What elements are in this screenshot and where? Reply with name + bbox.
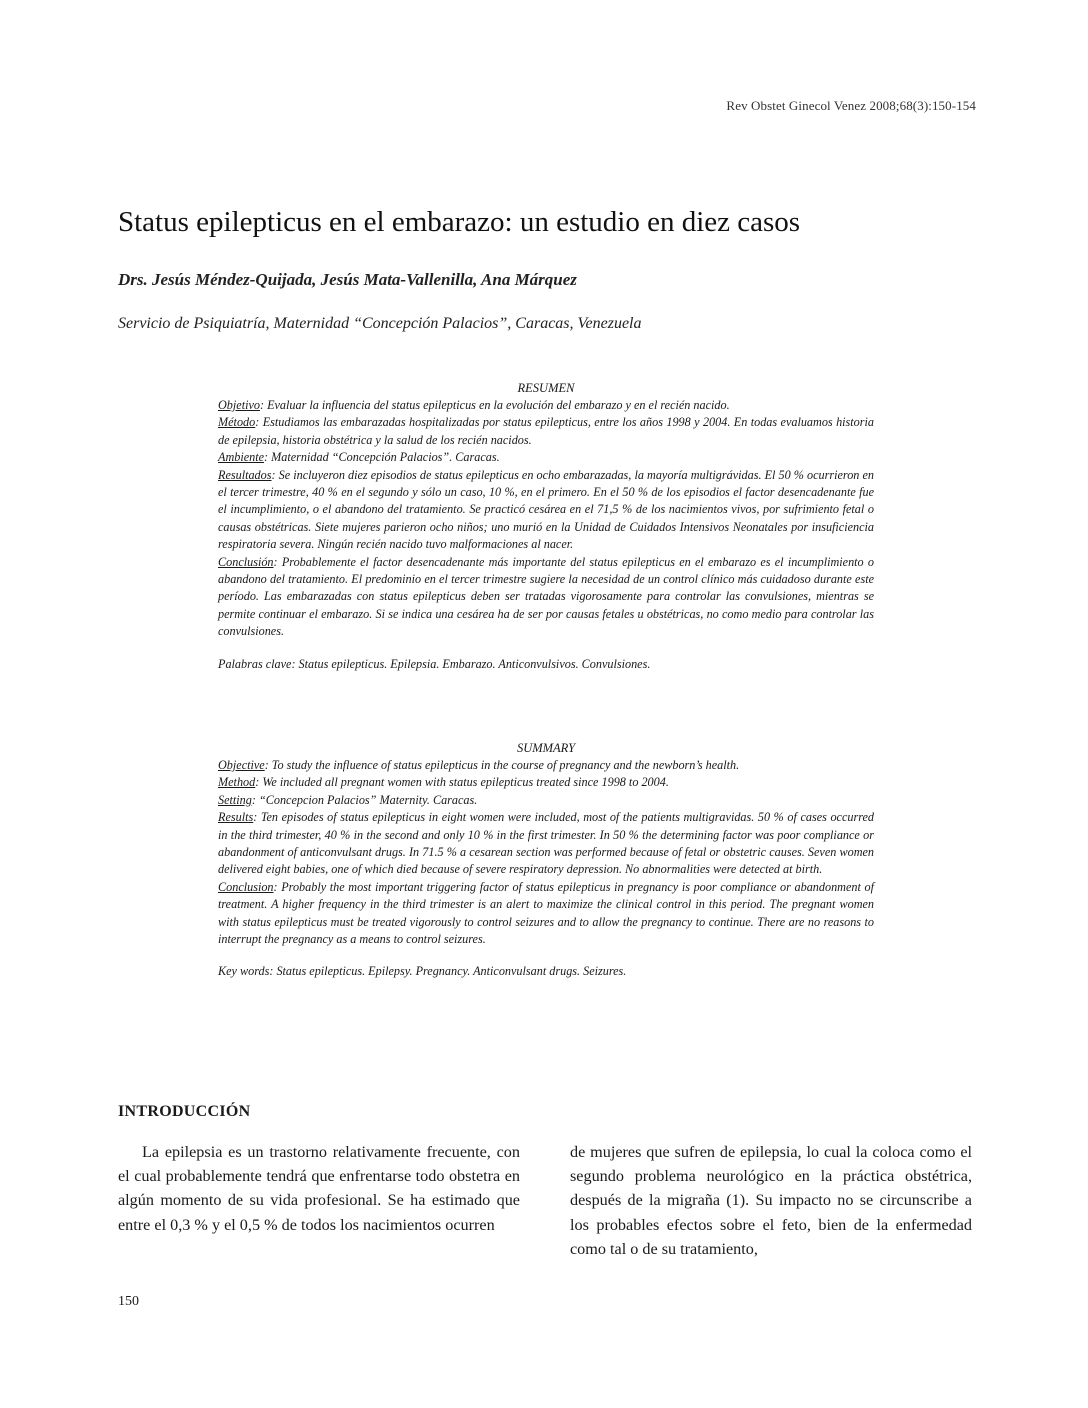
results-text: : Ten episodes of status epilepticus in eight women were included, most of the patients multigravidas. 50 % of cases occurred in the third trimester, 40 % in the second and only 10 % in the first trimester. In 50 % the determining factor was poor compliance or abandonment of anticonvulsant drugs. In 71.5 % a cesarean section was performed because of fetal or obstetric causes. Seven women delivered eight babies, one of which died because of severe respiratory depression. No abnormalities were detected at birth. — [218, 810, 874, 877]
intro-paragraph-right: de mujeres que sufren de epilepsia, lo cual la coloca como el segundo problema neurológico en la práctica obstétrica, después de la migraña (1). Su impacto no se circunscribe a los probables efectos sobre el feto, bien de la enfermedad como tal o de su tratamiento, — [570, 1143, 972, 1258]
setting-text: : “Concepcion Palacios” Maternity. Caracas. — [251, 792, 478, 807]
ambiente-text: : Maternidad “Concepción Palacios”. Caracas. — [264, 450, 500, 465]
results-label: Results — [218, 810, 254, 825]
resultados-text: : Se incluyeron diez episodios de status epilepticus en ocho embarazadas, la mayoría multigrávidas. El 50 % ocurrieron en el tercer trimestre, 40 % en el segundo y sólo un caso, 10 %, en el primero. En el 50 % de los episodios el factor desencadenante fue el incumplimiento, o el abandono del tratamiento. Se practicó cesárea en el 71,5 % de los nacimientos vivos, por sufrimiento fetal o causas obstétricas. Siete mujeres parieron ocho niños; uno murió en la Unidad de Cuidados Intensivos Neonatales por insuficiencia respiratoria severa. Ningún recién nacido tuvo malformaciones al nacer. — [218, 467, 874, 552]
resultados-label: Resultados — [218, 467, 272, 482]
method-text: : We included all pregnant women with status epilepticus treated since 1998 to 2004. — [255, 775, 669, 790]
resumen-resultados — [218, 467, 874, 554]
resumen-ambiente — [218, 449, 874, 466]
article-title: Status epilepticus en el embarazo: un estudio en diez casos — [118, 206, 801, 238]
resumen-heading: RESUMEN — [517, 381, 575, 395]
ambiente-label: Ambiente — [218, 450, 265, 465]
summary-abstract — [218, 740, 874, 981]
author-affiliation: Servicio de Psiquiatría, Maternidad “Concepción Palacios”, Caracas, Venezuela — [118, 315, 642, 332]
metodo-text: : Estudiamos las embarazadas hospitalizadas por status epilepticus, entre los años 1998 y 2004. En todas evaluamos historia de epilepsia, historia obstétrica y la salud de los recién nacidos. — [218, 415, 874, 447]
summary-method — [218, 774, 874, 791]
author-list: Drs. Jesús Méndez-Quijada, Jesús Mata-Vallenilla, Ana Márquez — [118, 270, 577, 289]
summary-heading: SUMMARY — [516, 741, 576, 755]
objective-label: Objective — [218, 758, 265, 772]
summary-setting — [218, 792, 874, 809]
setting-label: Setting — [218, 792, 252, 807]
method-label: Method — [218, 775, 256, 790]
conclusion-label-en: Conclusion — [218, 879, 274, 894]
metodo-label: Método — [218, 415, 256, 430]
summary-objective — [218, 757, 874, 774]
conclusion-text-en: : Probably the most important triggering factor of status epilepticus in pregnancy is poor compliance or abandonment of treatment. A higher frequency in the third trimester is an alert to maximize the clinical control in this period. The pregnant women with status epilepticus must be treated vigorously to control seizures and to allow the pregnancy to continue. There are no reasons to interrupt the pregnancy as a means to control seizures. — [218, 879, 874, 947]
body-column-left — [118, 1140, 520, 1237]
resumen-metodo — [218, 414, 874, 449]
summary-results — [218, 809, 874, 879]
conclusion-text: : Probablemente el factor desencadenante más importante del status epilepticus en el embarazo es el incumplimiento o abandono del tratamiento. El predominio en el tercer trimestre sugiere la necesidad de un control clínico más cuidadoso durante este período. Las embarazadas con status epilepticus deben ser tratadas vigorosamente para controlar las convulsiones, mientras se permite continuar el embarazo. Si se indica una cesárea ha de ser por causas fetales u obstétricas, no como medio para controlar las convulsiones. — [218, 554, 874, 639]
page-number: 150 — [118, 1294, 139, 1309]
conclusion-label: Conclusión — [218, 554, 274, 569]
objetivo-label: Objetivo — [218, 398, 260, 412]
intro-paragraph-left: La epilepsia es un trastorno relativamente frecuente, con el cual probablemente tendrá que enfrentarse todo obstetra en algún momento de su vida profesional. Se ha estimado que entre el 0,3 % y el 0,5 % de todos los nacimientos ocurren — [118, 1143, 520, 1234]
introduccion-heading: INTRODUCCIÓN — [118, 1103, 251, 1120]
resumen-abstract — [218, 380, 874, 673]
summary-conclusion — [218, 879, 874, 949]
summary-keywords: Key words: Status epilepticus. Epilepsy. Pregnancy. Anticonvulsant drugs. Seizures. — [218, 964, 627, 979]
resumen-keywords: Palabras clave: Status epilepticus. Epilepsia. Embarazo. Anticonvulsivos. Convulsiones. — [218, 656, 651, 671]
body-column-right — [570, 1140, 972, 1261]
objective-text: : To study the influence of status epilepticus in the course of pregnancy and the newborn’s health. — [264, 758, 740, 772]
resumen-conclusion — [218, 554, 874, 641]
resumen-objetivo — [218, 397, 874, 414]
journal-citation: Rev Obstet Ginecol Venez 2008;68(3):150-154 — [726, 98, 976, 113]
objetivo-text: : Evaluar la influencia del status epilepticus en la evolución del embarazo y en el recién nacido. — [259, 398, 730, 412]
